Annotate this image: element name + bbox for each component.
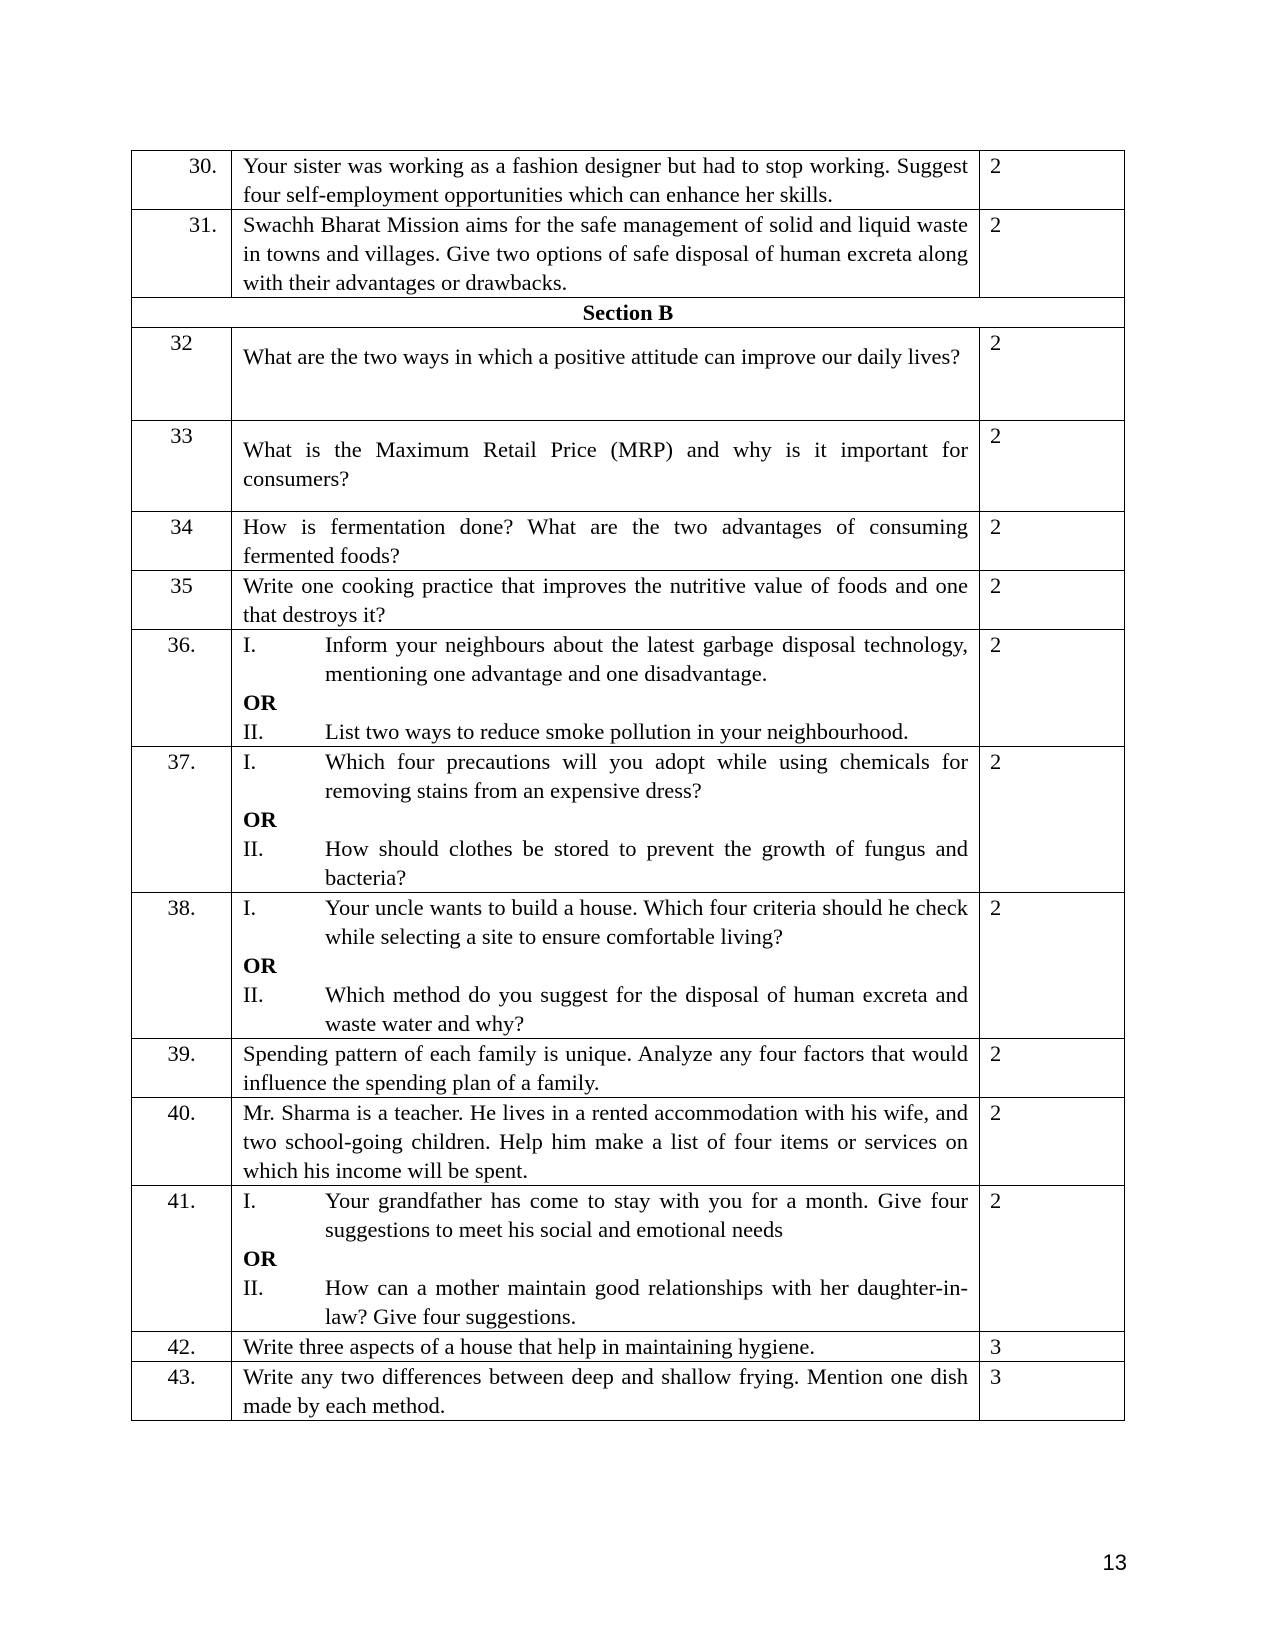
question-row-43 (132, 1362, 1125, 1421)
question-marks: 2 (980, 1039, 1125, 1098)
option-text: How can a mother maintain good relationships with her daughter-in-law? Give four suggestions. (325, 1275, 968, 1329)
question-row-36 (132, 630, 1125, 747)
or-divider: OR (243, 690, 277, 715)
or-divider: OR (243, 807, 277, 832)
option-label: II. (243, 719, 264, 744)
option-2 (243, 834, 968, 892)
question-row-37 (132, 747, 1125, 893)
question-text: Write any two differences between deep and shallow frying. Mention one dish made by each method. (232, 1362, 980, 1421)
option-2 (243, 1273, 968, 1331)
question-marks: 2 (980, 747, 1125, 893)
option-text: How should clothes be stored to prevent the growth of fungus and bacteria? (325, 836, 968, 890)
option-text: Your uncle wants to build a house. Which four criteria should he check while selecting a site to ensure comfortable living? (325, 895, 968, 949)
question-text: How is fermentation done? What are the two advantages of consuming fermented foods? (232, 512, 980, 571)
question-number: 32 (132, 328, 232, 421)
question-number: 31. (132, 210, 232, 298)
question-text: Spending pattern of each family is unique. Analyze any four factors that would influence the spending plan of a family. (232, 1039, 980, 1098)
question-marks: 2 (980, 328, 1125, 421)
option-label: II. (243, 836, 264, 861)
question-text: Write one cooking practice that improves the nutritive value of foods and one that destroys it? (232, 571, 980, 630)
question-text: What are the two ways in which a positive attitude can improve our daily lives? (243, 344, 961, 369)
option-text: List two ways to reduce smoke pollution in your neighbourhood. (325, 719, 909, 744)
question-number: 36. (132, 630, 232, 747)
question-row-34 (132, 512, 1125, 571)
question-text: Write three aspects of a house that help in maintaining hygiene. (232, 1332, 980, 1362)
question-marks: 3 (980, 1362, 1125, 1421)
or-divider: OR (243, 1246, 277, 1271)
question-number: 34 (132, 512, 232, 571)
question-number: 38. (132, 893, 232, 1039)
option-text: Which four precautions will you adopt while using chemicals for removing stains from an expensive dress? (325, 749, 968, 803)
option-2 (243, 717, 968, 746)
option-label: I. (243, 749, 257, 774)
question-row-42 (132, 1332, 1125, 1362)
question-number: 33 (132, 421, 232, 512)
question-row-38 (132, 893, 1125, 1039)
option-1 (243, 747, 968, 805)
option-1 (243, 630, 968, 688)
question-number: 41. (132, 1186, 232, 1332)
option-label: I. (243, 1188, 257, 1213)
question-text: Mr. Sharma is a teacher. He lives in a rented accommodation with his wife, and two school-going children. Help him make a list of four items or services on which his income will be spent. (232, 1098, 980, 1186)
question-text: Your sister was working as a fashion designer but had to stop working. Suggest four self-employment opportunities which can enhance her skills. (232, 151, 980, 210)
question-row-39 (132, 1039, 1125, 1098)
question-number: 35 (132, 571, 232, 630)
question-row-41 (132, 1186, 1125, 1332)
question-marks: 2 (980, 893, 1125, 1039)
option-label: I. (243, 632, 257, 657)
question-marks: 2 (980, 421, 1125, 512)
question-number: 43. (132, 1362, 232, 1421)
question-row-35 (132, 571, 1125, 630)
question-text: What is the Maximum Retail Price (MRP) and why is it important for consumers? (243, 437, 968, 491)
question-marks: 2 (980, 571, 1125, 630)
question-marks: 2 (980, 630, 1125, 747)
question-number: 39. (132, 1039, 232, 1098)
option-1 (243, 1186, 968, 1244)
option-label: II. (243, 1275, 264, 1300)
question-row-40 (132, 1098, 1125, 1186)
question-number: 37. (132, 747, 232, 893)
option-2 (243, 980, 968, 1038)
question-table (131, 150, 1125, 1421)
option-text: Which method do you suggest for the disposal of human excreta and waste water and why? (325, 982, 968, 1036)
option-label: I. (243, 895, 257, 920)
question-text: Swachh Bharat Mission aims for the safe management of solid and liquid waste in towns and villages. Give two options of safe disposal of human excreta along with their advantages or drawbacks. (232, 210, 980, 298)
section-b-row (132, 298, 1125, 328)
question-marks: 2 (980, 1186, 1125, 1332)
question-marks: 2 (980, 512, 1125, 571)
option-text: Inform your neighbours about the latest garbage disposal technology, mentioning one advantage and one disadvantage. (325, 632, 968, 686)
question-number: 42. (132, 1332, 232, 1362)
question-number: 30. (132, 151, 232, 210)
question-marks: 2 (980, 151, 1125, 210)
question-number: 40. (132, 1098, 232, 1186)
question-row-31 (132, 210, 1125, 298)
question-marks: 3 (980, 1332, 1125, 1362)
question-row-33 (132, 421, 1125, 512)
question-marks: 2 (980, 210, 1125, 298)
question-row-32 (132, 328, 1125, 421)
or-divider: OR (243, 953, 277, 978)
option-1 (243, 893, 968, 951)
option-text: Your grandfather has come to stay with you for a month. Give four suggestions to meet his social and emotional needs (325, 1188, 968, 1242)
question-row-30 (132, 151, 1125, 210)
question-marks: 2 (980, 1098, 1125, 1186)
option-label: II. (243, 982, 264, 1007)
section-b-heading: Section B (132, 298, 1125, 328)
page-number: 13 (1102, 1550, 1127, 1575)
